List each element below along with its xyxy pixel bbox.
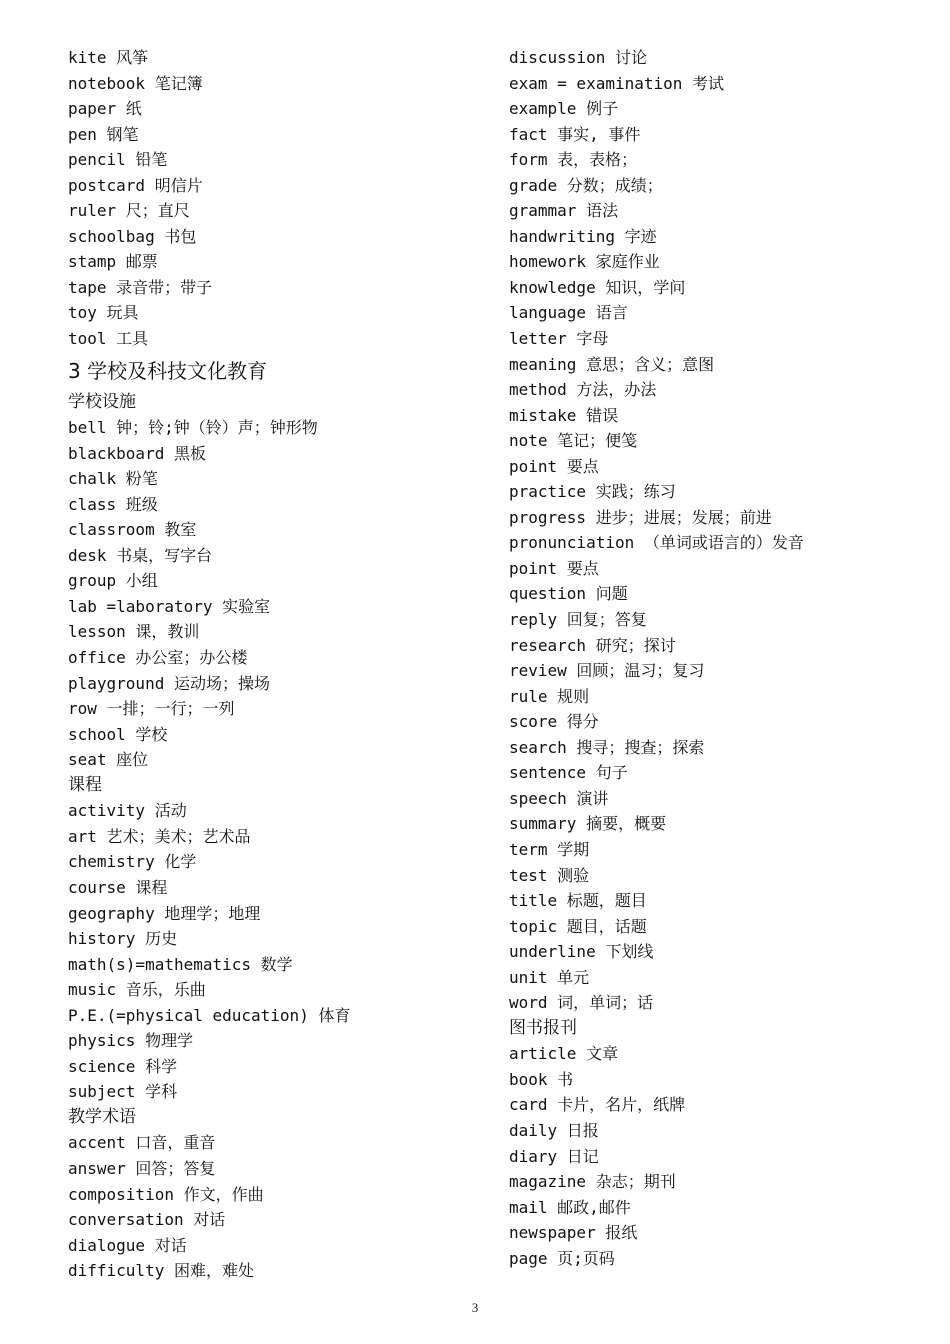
vocabulary-entry: blackboard 黑板 (68, 443, 206, 463)
vocabulary-entry: language 语言 (509, 303, 628, 323)
vocabulary-entry: notebook 笔记簿 (68, 73, 203, 93)
vocabulary-entry: point 要点 (509, 456, 599, 476)
vocabulary-entry: term 学期 (509, 839, 590, 859)
vocabulary-entry: paper 纸 (68, 99, 142, 119)
vocabulary-entry: course 课程 (68, 877, 168, 897)
vocabulary-entry: geography 地理学；地理 (68, 903, 261, 923)
vocabulary-entry: title 标题，题目 (509, 891, 647, 911)
left-column (68, 45, 488, 1284)
vocabulary-entry: newspaper 报纸 (509, 1223, 638, 1243)
vocabulary-entry: card 卡片，名片，纸牌 (509, 1095, 686, 1115)
right-column (509, 45, 929, 1271)
vocabulary-entry: homework 家庭作业 (509, 252, 660, 272)
vocabulary-entry: bell 钟；铃;钟（铃）声；钟形物 (68, 418, 318, 438)
vocabulary-entry: kite 风筝 (68, 48, 149, 67)
vocabulary-entry: question 问题 (509, 584, 628, 604)
vocabulary-entry: lab =laboratory 实验室 (68, 596, 271, 616)
vocabulary-entry: music 音乐，乐曲 (68, 980, 206, 1000)
vocabulary-entry: underline 下划线 (509, 942, 654, 962)
vocabulary-entry: form 表，表格； (509, 150, 638, 170)
vocabulary-entry: note 笔记；便笺 (509, 431, 638, 451)
vocabulary-entry: research 研究；探讨 (509, 635, 676, 655)
vocabulary-entry: test 测验 (509, 865, 590, 885)
vocabulary-entry: art 艺术；美术；艺术品 (68, 826, 251, 846)
vocabulary-entry: point 要点 (509, 558, 599, 578)
vocabulary-entry: chemistry 化学 (68, 852, 197, 872)
vocabulary-entry: example 例子 (509, 99, 619, 119)
category-heading: 教学术语 (68, 1106, 136, 1127)
vocabulary-entry: grammar 语法 (509, 201, 619, 221)
vocabulary-entry: school 学校 (68, 724, 168, 744)
vocabulary-entry: reply 回复；答复 (509, 610, 647, 630)
vocabulary-entry: row 一排；一行；一列 (68, 699, 235, 719)
vocabulary-entry: summary 摘要，概要 (509, 814, 667, 834)
vocabulary-entry: knowledge 知识，学问 (509, 277, 686, 297)
vocabulary-entry: history 历史 (68, 929, 178, 949)
vocabulary-entry: book 书 (509, 1069, 574, 1089)
vocabulary-entry: mistake 错误 (509, 405, 619, 425)
vocabulary-entry: stamp 邮票 (68, 252, 158, 272)
vocabulary-entry: search 搜寻；搜查；探索 (509, 737, 705, 757)
vocabulary-entry: daily 日报 (509, 1120, 599, 1140)
vocabulary-entry: article 文章 (509, 1044, 619, 1064)
vocabulary-entry: pen 钢笔 (68, 124, 139, 144)
vocabulary-entry: word 词，单词；话 (509, 993, 654, 1013)
vocabulary-entry: magazine 杂志；期刊 (509, 1172, 676, 1192)
category-heading: 图书报刊 (509, 1017, 577, 1038)
category-heading: 课程 (68, 774, 102, 795)
vocabulary-entry: P.E.(=physical education) 体育 (68, 1005, 351, 1025)
vocabulary-entry: progress 进步；进展；发展；前进 (509, 507, 772, 527)
section-heading: 3 学校及科技文化教育 (68, 358, 268, 383)
vocabulary-entry: seat 座位 (68, 750, 149, 770)
vocabulary-entry: lesson 课，教训 (68, 622, 200, 642)
vocabulary-entry: activity 活动 (68, 801, 187, 821)
vocabulary-entry: ruler 尺；直尺 (68, 201, 190, 221)
vocabulary-entry: math(s)=mathematics 数学 (68, 954, 293, 974)
vocabulary-entry: exam = examination 考试 (509, 73, 725, 93)
vocabulary-entry: pencil 铅笔 (68, 150, 168, 170)
vocabulary-entry: playground 运动场；操场 (68, 673, 270, 693)
vocabulary-entry: method 方法，办法 (509, 380, 657, 400)
vocabulary-entry: fact 事实, 事件 (509, 124, 641, 144)
vocabulary-entry: accent 口音，重音 (68, 1133, 216, 1153)
vocabulary-entry: group 小组 (68, 571, 158, 591)
vocabulary-entry: desk 书桌，写字台 (68, 545, 213, 565)
vocabulary-entry: meaning 意思；含义；意图 (509, 354, 715, 374)
vocabulary-entry: sentence 句子 (509, 763, 628, 783)
vocabulary-entry: review 回顾；温习；复习 (509, 661, 705, 681)
vocabulary-entry: grade 分数；成绩； (509, 175, 663, 195)
vocabulary-entry: classroom 教室 (68, 520, 197, 540)
vocabulary-entry: difficulty 困难，难处 (68, 1261, 254, 1281)
vocabulary-entry: handwriting 字迹 (509, 226, 657, 246)
category-heading: 学校设施 (68, 391, 136, 412)
vocabulary-entry: score 得分 (509, 712, 599, 732)
vocabulary-entry: class 班级 (68, 494, 158, 514)
vocabulary-entry: page 页;页码 (509, 1248, 615, 1268)
vocabulary-entry: pronunciation （单词或语言的）发音 (509, 533, 804, 553)
vocabulary-entry: letter 字母 (509, 329, 609, 349)
vocabulary-entry: speech 演讲 (509, 788, 609, 808)
vocabulary-entry: tool 工具 (68, 329, 149, 349)
vocabulary-entry: diary 日记 (509, 1146, 599, 1166)
vocabulary-entry: unit 单元 (509, 967, 590, 987)
vocabulary-entry: mail 邮政,邮件 (509, 1197, 631, 1217)
page-number: 3 (471, 1300, 479, 1315)
vocabulary-entry: conversation 对话 (68, 1210, 226, 1230)
vocabulary-entry: physics 物理学 (68, 1031, 194, 1051)
vocabulary-entry: subject 学科 (68, 1082, 178, 1102)
vocabulary-entry: postcard 明信片 (68, 175, 203, 195)
vocabulary-entry: topic 题目，话题 (509, 916, 647, 936)
vocabulary-entry: schoolbag 书包 (68, 226, 197, 246)
vocabulary-entry: composition 作文，作曲 (68, 1184, 264, 1204)
vocabulary-entry: toy 玩具 (68, 303, 139, 323)
vocabulary-entry: science 科学 (68, 1056, 178, 1076)
vocabulary-entry: office 办公室；办公楼 (68, 648, 248, 668)
vocabulary-entry: answer 回答；答复 (68, 1158, 216, 1178)
vocabulary-entry: dialogue 对话 (68, 1235, 187, 1255)
vocabulary-entry: practice 实践；练习 (509, 482, 676, 502)
vocabulary-entry: chalk 粉笔 (68, 469, 158, 489)
vocabulary-entry: rule 规则 (509, 686, 590, 706)
vocabulary-entry: discussion 讨论 (509, 48, 647, 67)
vocabulary-entry: tape 录音带；带子 (68, 277, 213, 297)
